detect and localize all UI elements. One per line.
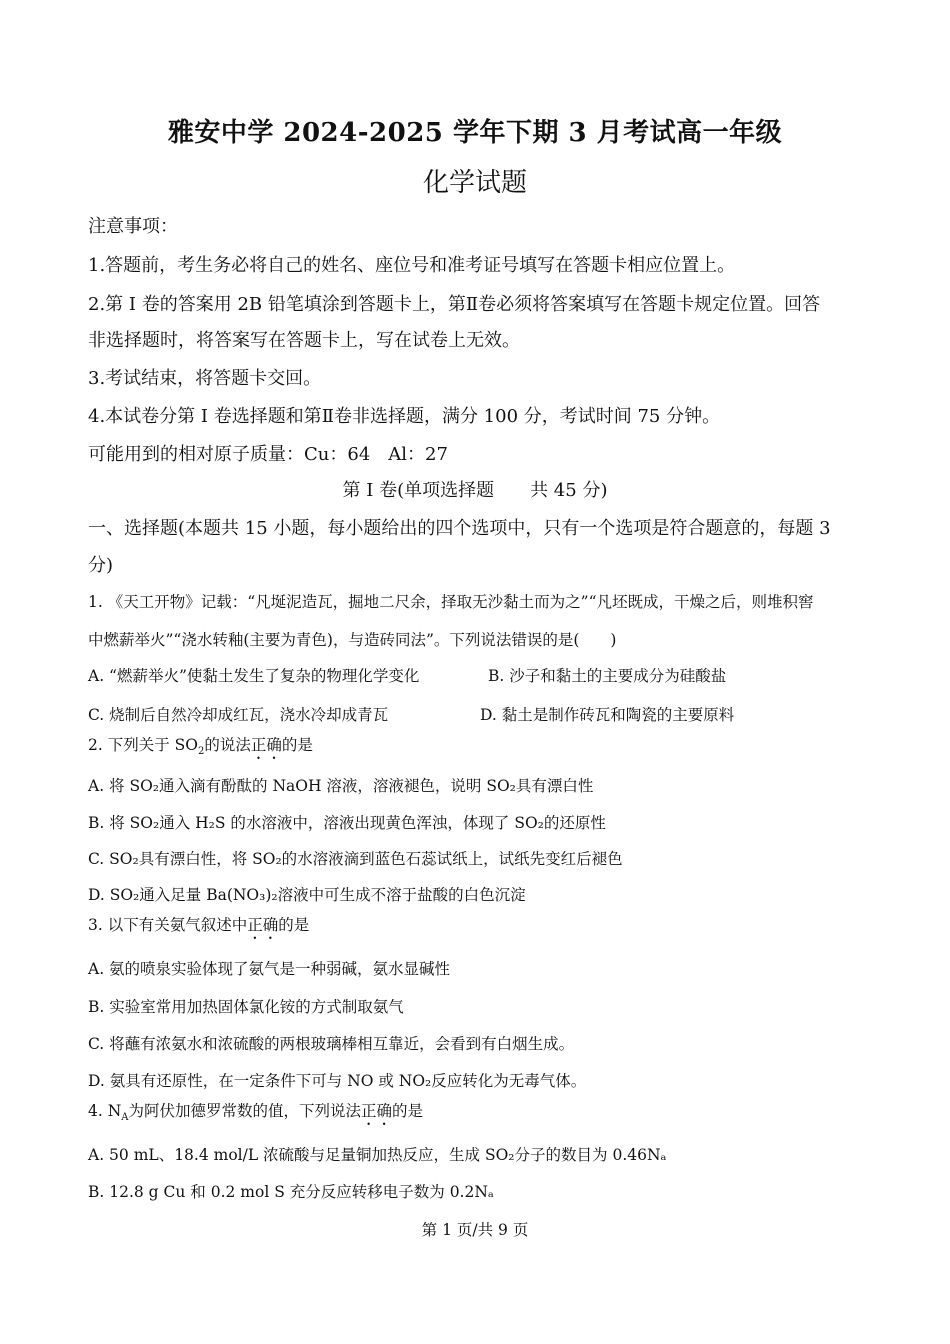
q1-option-b: B. 沙子和黏土的主要成分为硅酸盐 bbox=[488, 667, 727, 685]
q2-option-c: C. SO₂具有漂白性，将 SO₂的水溶液滴到蓝色石蕊试纸上，试纸先变红后褪色 bbox=[88, 850, 623, 868]
q2-stem-mid: 的说法 bbox=[204, 736, 251, 754]
note-3: 3.考试结束，将答题卡交回。 bbox=[88, 368, 322, 389]
q4-stem-emphasis: 正确 bbox=[361, 1102, 393, 1120]
section-intro-a: 一、选择题(本题共 15 小题，每小题给出的四个选项中，只有一个选项是符合题意的，每题 3 bbox=[88, 518, 831, 539]
notes-heading: 注意事项： bbox=[88, 216, 178, 237]
q2-stem-post: 的是 bbox=[281, 736, 313, 754]
q1-option-c: C. 烧制后自然冷却成红瓦，浇水冷却成青瓦 bbox=[88, 706, 389, 724]
q3-stem-pre: 3. 以下有关氨气叙述中 bbox=[88, 916, 248, 934]
page-footer: 第 1 页/共 9 页 bbox=[421, 1221, 529, 1239]
q1-option-d: D. 黏土是制作砖瓦和陶瓷的主要原料 bbox=[480, 706, 735, 724]
q4-stem-pre: 4. N bbox=[88, 1102, 122, 1120]
q2-option-d: D. SO₂通入足量 Ba(NO₃)₂溶液中可生成不溶于盐酸的白色沉淀 bbox=[88, 886, 526, 904]
q4-stem-post: 的是 bbox=[392, 1102, 424, 1120]
note-2b: 非选择题时，将答案写在答题卡上，写在试卷上无效。 bbox=[88, 330, 520, 351]
q2-stem-pre: 2. 下列关于 SO bbox=[88, 736, 198, 754]
q4-option-a: A. 50 mL、18.4 mol/L 浓硫酸与足量铜加热反应，生成 SO₂分子的数目为 0.46Nₐ bbox=[88, 1146, 667, 1164]
q4-option-b: B. 12.8 g Cu 和 0.2 mol S 充分反应转移电子数为 0.2Nₐ bbox=[88, 1183, 494, 1201]
note-1: 1.答题前，考生务必将自己的姓名、座位号和准考证号填写在答题卡相应位置上。 bbox=[88, 255, 736, 276]
note-2a: 2.第 I 卷的答案用 2B 铅笔填涂到答题卡上，第Ⅱ卷必须将答案填写在答题卡规定位置。回答 bbox=[88, 294, 821, 315]
q3-stem-post: 的是 bbox=[278, 916, 310, 934]
q3-option-d: D. 氨具有还原性，在一定条件下可与 NO 或 NO₂反应转化为无毒气体。 bbox=[88, 1072, 587, 1090]
section-part1-heading: 第 I 卷(单项选择题 共 45 分) bbox=[342, 480, 608, 501]
q4-stem-sub: A bbox=[121, 1112, 129, 1124]
q3-option-a: A. 氨的喷泉实验体现了氨气是一种弱碱，氨水显碱性 bbox=[88, 960, 451, 978]
q1-stem-a: 1. 《天工开物》记载：“凡埏泥造瓦，掘地二尺余，择取无沙黏土而为之”“凡坯既成，干燥之后，则堆积窖 bbox=[88, 593, 814, 611]
q1-stem-b: 中燃薪举火”“浇水转釉(主要为青色)，与造砖同法”。下列说法错误的是( ) bbox=[88, 631, 617, 649]
exam-subject: 化学试题 bbox=[422, 168, 527, 198]
note-4: 4.本试卷分第 I 卷选择题和第Ⅱ卷非选择题，满分 100 分，考试时间 75 分钟。 bbox=[88, 406, 721, 427]
exam-title: 雅安中学 2024-2025 学年下期 3 月考试高一年级 bbox=[167, 118, 783, 148]
q3-option-c: C. 将蘸有浓氨水和浓硫酸的两根玻璃棒相互靠近，会看到有白烟生成。 bbox=[88, 1035, 575, 1053]
q2-option-a: A. 将 SO₂通入滴有酚酞的 NaOH 溶液，溶液褪色，说明 SO₂具有漂白性 bbox=[88, 777, 594, 795]
q3-stem-emphasis: 正确 bbox=[247, 916, 279, 934]
atomic-masses: 可能用到的相对原子质量：Cu：64 Al：27 bbox=[88, 444, 448, 465]
q2-stem-sub: 2 bbox=[197, 746, 205, 758]
q3-option-b: B. 实验室常用加热固体氯化铵的方式制取氨气 bbox=[88, 998, 404, 1016]
q4-stem bbox=[88, 1099, 423, 1129]
section-intro-b: 分) bbox=[88, 555, 114, 576]
q1-option-a: A. “燃薪举火”使黏土发生了复杂的物理化学变化 bbox=[88, 667, 420, 685]
q3-stem bbox=[88, 913, 309, 943]
q2-stem bbox=[88, 733, 313, 763]
q2-option-b: B. 将 SO₂通入 H₂S 的水溶液中，溶液出现黄色浑浊，体现了 SO₂的还原性 bbox=[88, 814, 606, 832]
q4-stem-mid: 为阿伏加德罗常数的值，下列说法 bbox=[128, 1102, 362, 1120]
q2-stem-emphasis: 正确 bbox=[250, 736, 282, 754]
